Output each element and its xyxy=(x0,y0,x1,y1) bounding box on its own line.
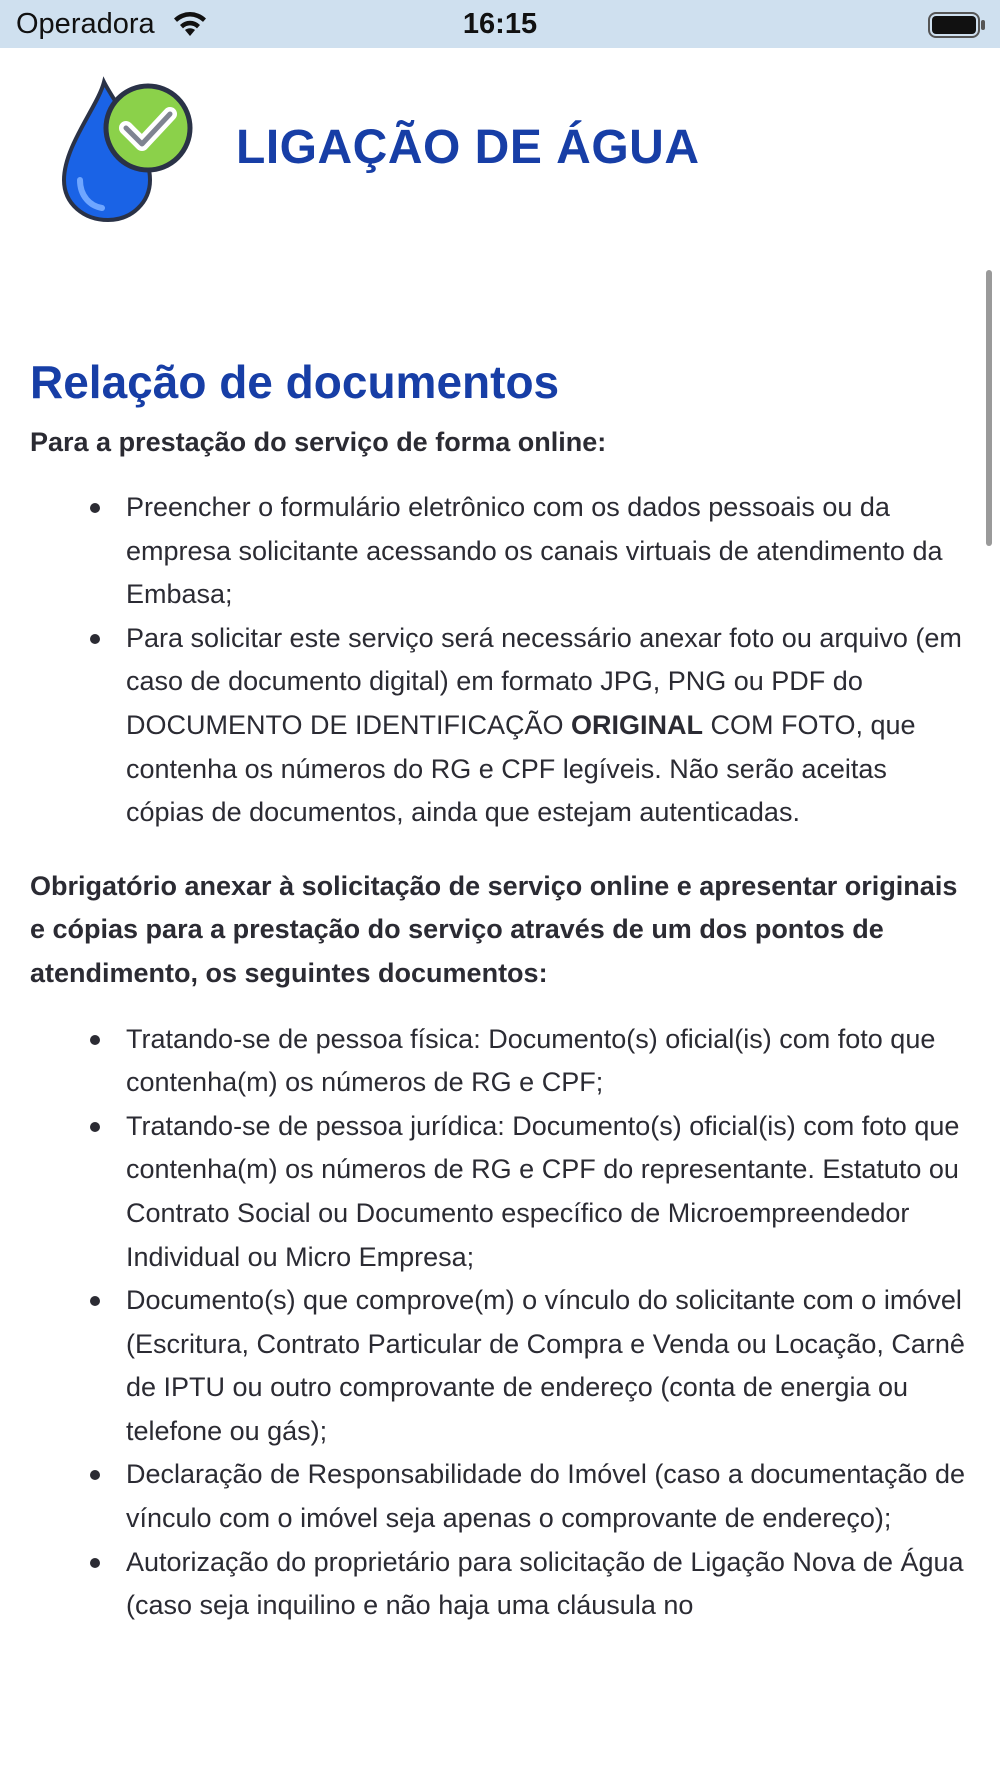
emphasis-original: ORIGINAL xyxy=(571,709,704,740)
required-documents-list xyxy=(30,1018,970,1628)
scrollbar[interactable] xyxy=(986,270,992,546)
clock-time: 16:15 xyxy=(462,8,538,40)
list-item: Autorização do proprietário para solicitação de Ligação Nova de Água (caso seja inquilino e não haja uma cláusula no xyxy=(126,1541,970,1628)
bullet xyxy=(90,1296,100,1306)
carrier-label: Operadora xyxy=(16,8,155,40)
bullet xyxy=(90,634,100,644)
list-item: Declaração de Responsabilidade do Imóvel (caso a documentação de vínculo com o imóvel seja apenas o comprovante de endereço); xyxy=(126,1453,970,1540)
section-title: Relação de documentos xyxy=(30,356,560,408)
list-item: Para solicitar este serviço será necessário anexar foto ou arquivo (em caso de documento digital) em formato JPG, PNG ou PDF do DOCUMENTO DE IDENTIFICAÇÃO ORIGINAL COM FOTO, que contenha os números do RG e CPF legíveis. Não serão aceitas cópias de documentos, ainda que estejam autenticadas. xyxy=(126,617,970,835)
list-item: Preencher o formulário eletrônico com os dados pessoais ou da empresa solicitante acessando os canais virtuais de atendimento da Embasa; xyxy=(126,486,970,617)
page-title: LIGAÇÃO DE ÁGUA xyxy=(236,121,700,174)
bullet xyxy=(90,1122,100,1132)
list-item: Tratando-se de pessoa jurídica: Documento(s) oficial(is) com foto que contenha(m) os números de RG e CPF do representante. Estatuto ou Contrato Social ou Documento específico de Microempreendedor Individual ou Micro Empresa; xyxy=(126,1105,970,1279)
required-intro: Obrigatório anexar à solicitação de serviço online e apresentar originais e cópias para a prestação do serviço através de um dos pontos de atendimento, os seguintes documentos: xyxy=(30,870,958,988)
page-header xyxy=(0,48,1000,238)
online-documents-list xyxy=(30,486,970,835)
list-item: Documento(s) que comprove(m) o vínculo do solicitante com o imóvel (Escritura, Contrato Particular de Compra e Venda ou Locação, Carnê de IPTU ou outro comprovante de endereço (conta de energia ou telefone ou gás); xyxy=(126,1279,970,1453)
main-content xyxy=(30,352,970,1658)
bullet xyxy=(90,1470,100,1480)
status-bar xyxy=(0,0,1000,48)
list-item: Tratando-se de pessoa física: Documento(s) oficial(is) com foto que contenha(m) os números de RG e CPF; xyxy=(126,1018,970,1105)
bullet xyxy=(90,1035,100,1045)
bullet xyxy=(90,1558,100,1568)
bullet xyxy=(90,503,100,513)
water-drop-check-icon xyxy=(58,76,194,224)
battery-icon xyxy=(928,12,986,38)
online-intro: Para a prestação do serviço de forma online: xyxy=(30,427,607,457)
